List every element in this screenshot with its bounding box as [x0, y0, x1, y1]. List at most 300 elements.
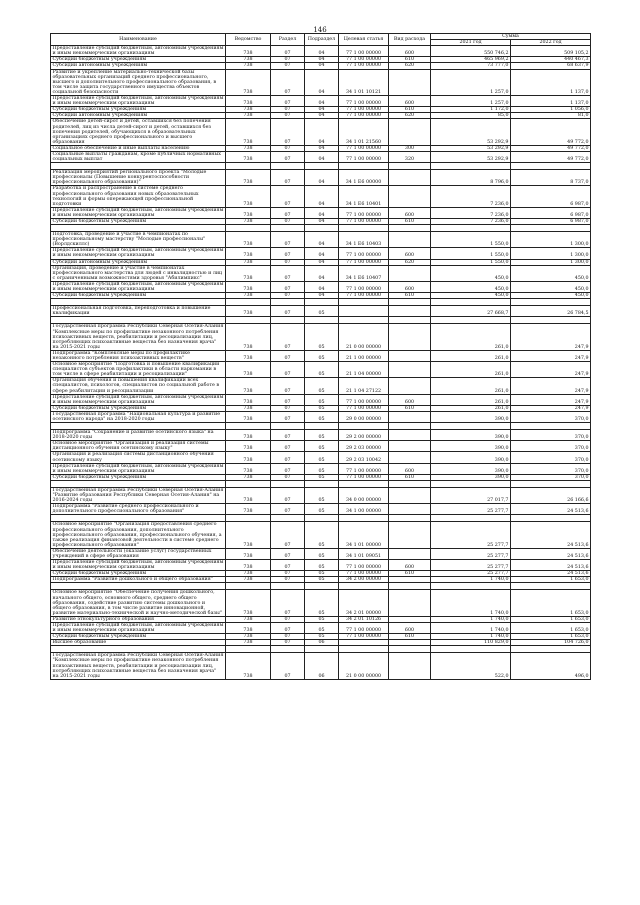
- cell-podrazdel: 05: [305, 362, 339, 378]
- table-row: [51, 515, 591, 522]
- col-2021-header: 2021 год: [431, 40, 511, 46]
- cell-name: Подготовка, проведение и участие в чемпионатах по профессиональному мастерству "Молодые профессионалы" (Ворлдскиллс): [51, 232, 226, 248]
- cell-name: Профессиональная подготовка, переподготовка и повышение квалификации: [51, 306, 226, 317]
- table-row: [51, 170, 591, 186]
- cell-target: 21 1 00 00000: [339, 350, 389, 361]
- table-row: [51, 378, 591, 394]
- cell-podrazdel: 05: [305, 378, 339, 394]
- cell-name: Предоставление субсидий бюджетным, автономным учреждениям и иным некоммерческим организациям: [51, 560, 226, 571]
- cell-podrazdel: 06: [305, 640, 339, 646]
- cell-name: [51, 515, 226, 522]
- cell-vedomstvo: 738: [226, 207, 271, 218]
- cell-razdel: 07: [271, 616, 305, 622]
- cell-podrazdel: 05: [305, 504, 339, 515]
- cell-name: [51, 299, 226, 306]
- cell-podrazdel: 05: [305, 571, 339, 577]
- cell-2021: 261,0: [431, 324, 511, 350]
- cell-razdel: 07: [271, 474, 305, 480]
- cell-target: 77 1 00 00000: [339, 219, 389, 225]
- col-podrazdel-header: Подраздел: [305, 34, 339, 46]
- cell-podrazdel: 04: [305, 63, 339, 69]
- table-row: [51, 350, 591, 361]
- cell-2022: 370,0: [511, 441, 591, 452]
- cell-name: Субсидии бюджетным учреждениям: [51, 293, 226, 299]
- cell-vr: [389, 299, 431, 306]
- table-row: [51, 207, 591, 218]
- cell-2021: 1 257,0: [431, 96, 511, 107]
- cell-vr: [389, 590, 431, 616]
- cell-podrazdel: 05: [305, 430, 339, 441]
- cell-2021: 1 740,0: [431, 590, 511, 616]
- cell-name: [51, 225, 226, 232]
- cell-2021: 7 236,0: [431, 207, 511, 218]
- cell-2022: 370,0: [511, 430, 591, 441]
- cell-name: Организация и реализация системы дистанционного обучения осетинскому языку: [51, 452, 226, 463]
- cell-razdel: 07: [271, 57, 305, 63]
- cell-2021: 550 746,2: [431, 46, 511, 57]
- cell-vedomstvo: [226, 515, 271, 522]
- cell-2022: 370,0: [511, 411, 591, 422]
- cell-target: 21 1 04 00000: [339, 362, 389, 378]
- cell-2022: 1 653,0: [511, 616, 591, 622]
- cell-vr: [389, 452, 431, 463]
- cell-vedomstvo: 738: [226, 186, 271, 207]
- cell-razdel: 07: [271, 362, 305, 378]
- cell-vedomstvo: 738: [226, 145, 271, 151]
- cell-2021: 27 017,7: [431, 487, 511, 503]
- cell-target: 34 1 E6 00000: [339, 170, 389, 186]
- cell-razdel: 07: [271, 504, 305, 515]
- cell-podrazdel: 05: [305, 548, 339, 559]
- cell-podrazdel: 05: [305, 590, 339, 616]
- cell-name: Социальные выплаты гражданам, кроме публичных нормативных социальных выплат: [51, 151, 226, 162]
- cell-2022: 370,0: [511, 452, 591, 463]
- cell-2021: [431, 317, 511, 324]
- cell-vr: 600: [389, 248, 431, 259]
- cell-razdel: 07: [271, 96, 305, 107]
- cell-2021: 1 740,0: [431, 634, 511, 640]
- cell-2021: 261,0: [431, 378, 511, 394]
- cell-razdel: 07: [271, 378, 305, 394]
- cell-name: Организация, проведение и участие в чемпионатах профессионального мастерства для людей с инвалидностью и лиц с ограниченными возможностями здоровья "Абилимпикс": [51, 265, 226, 281]
- cell-razdel: 07: [271, 207, 305, 218]
- cell-name: Субсидии автономным учреждениям: [51, 113, 226, 119]
- cell-vr: 600: [389, 623, 431, 634]
- cell-2021: 110 829,0: [431, 640, 511, 646]
- cell-podrazdel: [305, 317, 339, 324]
- cell-razdel: 07: [271, 113, 305, 119]
- cell-target: 77 1 00 00000: [339, 293, 389, 299]
- cell-target: 77 1 00 00000: [339, 207, 389, 218]
- cell-vr: [389, 317, 431, 324]
- cell-podrazdel: [305, 480, 339, 487]
- cell-name: Подпрограмма "Развитие дошкольного и общего образования": [51, 577, 226, 583]
- cell-vedomstvo: 738: [226, 616, 271, 622]
- cell-2021: 390,0: [431, 463, 511, 474]
- cell-name: Субсидии бюджетным учреждениям: [51, 219, 226, 225]
- cell-vedomstvo: 738: [226, 463, 271, 474]
- cell-2021: 25 277,7: [431, 560, 511, 571]
- cell-target: [339, 306, 389, 317]
- cell-name: Государственная программа Республики Северная Осетия-Алания "Развитие образования Республики Северная Осетия-Алания" на 2016-2024 годы: [51, 487, 226, 503]
- cell-2021: 390,0: [431, 411, 511, 422]
- cell-vr: 600: [389, 560, 431, 571]
- cell-2022: 247,9: [511, 324, 591, 350]
- col-cs-header: Целевая статья: [339, 34, 389, 46]
- cell-name: Обеспечение детей-сирот и детей, оставшихся без попечения родителей, лиц из числа детей-сирот и детей, оставшихся без попечения родителей, обучающихся в образовательных организациях среднего профессионального и высшего образования: [51, 119, 226, 145]
- cell-2021: 25 277,7: [431, 504, 511, 515]
- table-row: [51, 646, 591, 653]
- table-row: [51, 623, 591, 634]
- cell-vedomstvo: 738: [226, 170, 271, 186]
- cell-vr: 610: [389, 107, 431, 113]
- table-row: [51, 430, 591, 441]
- cell-vr: 600: [389, 463, 431, 474]
- cell-name: Субсидии бюджетным учреждениям: [51, 405, 226, 411]
- cell-podrazdel: 04: [305, 219, 339, 225]
- table-row: [51, 306, 591, 317]
- cell-target: 77 1 00 00000: [339, 63, 389, 69]
- cell-name: Подпрограмма "Комплексные меры по профилактике незаконного потребления психоактивных веществ": [51, 350, 226, 361]
- cell-name: Субсидии автономным учреждениям: [51, 63, 226, 69]
- cell-podrazdel: 05: [305, 324, 339, 350]
- cell-2021: 450,0: [431, 281, 511, 292]
- cell-vedomstvo: 738: [226, 394, 271, 405]
- cell-podrazdel: 04: [305, 113, 339, 119]
- cell-name: Субсидии автономным учреждениям: [51, 259, 226, 265]
- cell-razdel: [271, 317, 305, 324]
- cell-2022: [511, 225, 591, 232]
- cell-name: Предоставление субсидий бюджетным, автономным учреждениям и иным некоммерческим организациям: [51, 463, 226, 474]
- cell-vedomstvo: 738: [226, 560, 271, 571]
- cell-vedomstvo: 738: [226, 548, 271, 559]
- cell-2022: 247,9: [511, 394, 591, 405]
- cell-target: 34 2 01 10126: [339, 616, 389, 622]
- cell-vedomstvo: 738: [226, 248, 271, 259]
- cell-target: 77 1 00 00000: [339, 57, 389, 63]
- cell-vr: [389, 350, 431, 361]
- cell-2021: 7 236,0: [431, 186, 511, 207]
- cell-name: Реализация мероприятий регионального проекта "Молодые профессионалы (Повышение конкурентоспособности профессионального образования)": [51, 170, 226, 186]
- cell-podrazdel: 04: [305, 145, 339, 151]
- cell-vr: [389, 515, 431, 522]
- cell-target: 77 1 00 00000: [339, 623, 389, 634]
- cell-2022: 509 105,2: [511, 46, 591, 57]
- cell-vedomstvo: [226, 583, 271, 590]
- cell-2022: 24 513,6: [511, 548, 591, 559]
- cell-target: [339, 480, 389, 487]
- cell-2022: 440 467,3: [511, 57, 591, 63]
- cell-razdel: 07: [271, 265, 305, 281]
- cell-target: [339, 646, 389, 653]
- cell-target: 77 1 00 00000: [339, 634, 389, 640]
- cell-2022: 81,0: [511, 113, 591, 119]
- cell-2021: 1 740,0: [431, 616, 511, 622]
- cell-podrazdel: 04: [305, 69, 339, 95]
- cell-razdel: 07: [271, 145, 305, 151]
- cell-2021: 25 277,7: [431, 522, 511, 548]
- cell-vedomstvo: 738: [226, 259, 271, 265]
- cell-razdel: 07: [271, 248, 305, 259]
- cell-vedomstvo: 738: [226, 640, 271, 646]
- cell-podrazdel: 05: [305, 487, 339, 503]
- cell-razdel: 07: [271, 653, 305, 679]
- cell-2022: 1 137,0: [511, 69, 591, 95]
- cell-2022: 68 637,9: [511, 63, 591, 69]
- cell-razdel: 07: [271, 411, 305, 422]
- cell-2022: 1 300,0: [511, 232, 591, 248]
- cell-vedomstvo: 738: [226, 522, 271, 548]
- cell-podrazdel: 05: [305, 411, 339, 422]
- cell-razdel: 07: [271, 63, 305, 69]
- table-row: [51, 423, 591, 430]
- cell-vedomstvo: 738: [226, 293, 271, 299]
- cell-podrazdel: 04: [305, 170, 339, 186]
- cell-2021: 1 257,0: [431, 69, 511, 95]
- cell-name: Основное мероприятие "Организация и реализация системы дистанционного обучения осетинскому языку": [51, 441, 226, 452]
- cell-vr: [389, 504, 431, 515]
- table-row: [51, 119, 591, 145]
- table-row: [51, 69, 591, 95]
- cell-razdel: 07: [271, 350, 305, 361]
- cell-2021: [431, 423, 511, 430]
- cell-2021: 1 740,0: [431, 577, 511, 583]
- cell-target: 29 2 03 00000: [339, 441, 389, 452]
- cell-vedomstvo: 738: [226, 350, 271, 361]
- cell-2022: 450,0: [511, 293, 591, 299]
- cell-vr: 620: [389, 63, 431, 69]
- cell-vedomstvo: [226, 646, 271, 653]
- cell-vedomstvo: 738: [226, 634, 271, 640]
- col-vr-header: Вид расхода: [389, 34, 431, 46]
- cell-razdel: 07: [271, 571, 305, 577]
- table-row: [51, 281, 591, 292]
- cell-2021: 27 668,7: [431, 306, 511, 317]
- cell-name: Подпрограмма "Развитие среднего профессионального и дополнительного профессионального образования": [51, 504, 226, 515]
- cell-target: [339, 423, 389, 430]
- cell-vr: 610: [389, 293, 431, 299]
- cell-2022: 6 987,0: [511, 186, 591, 207]
- cell-podrazdel: 05: [305, 350, 339, 361]
- cell-name: [51, 423, 226, 430]
- cell-vr: [389, 653, 431, 679]
- cell-vr: 610: [389, 634, 431, 640]
- cell-name: Развитие этнокультурного образования: [51, 616, 226, 622]
- cell-podrazdel: 05: [305, 441, 339, 452]
- cell-name: Основное мероприятие "Подготовка и повышение квалификации специалистов субъектов профилактики в области наркомании в том числе в сфере реабилитации и ресоциализации": [51, 362, 226, 378]
- cell-2022: [511, 515, 591, 522]
- cell-podrazdel: 04: [305, 232, 339, 248]
- cell-2021: 53 292,9: [431, 151, 511, 162]
- cell-name: Субсидии бюджетным учреждениям: [51, 474, 226, 480]
- cell-razdel: 07: [271, 452, 305, 463]
- cell-vedomstvo: 738: [226, 281, 271, 292]
- cell-podrazdel: 05: [305, 463, 339, 474]
- cell-target: [339, 515, 389, 522]
- cell-2022: 370,0: [511, 474, 591, 480]
- cell-razdel: [271, 480, 305, 487]
- cell-name: [51, 646, 226, 653]
- cell-target: 29 2 03 10042: [339, 452, 389, 463]
- cell-razdel: [271, 515, 305, 522]
- cell-2021: [431, 515, 511, 522]
- cell-podrazdel: [305, 515, 339, 522]
- cell-2022: 1 300,0: [511, 259, 591, 265]
- cell-podrazdel: 04: [305, 119, 339, 145]
- cell-2022: 24 513,6: [511, 504, 591, 515]
- cell-vedomstvo: 738: [226, 590, 271, 616]
- cell-vr: [389, 232, 431, 248]
- col-vedomstvo-header: Ведомство: [226, 34, 271, 46]
- table-row: [51, 560, 591, 571]
- cell-target: 34 1 E6 10401: [339, 186, 389, 207]
- cell-2022: 26 166,6: [511, 487, 591, 503]
- cell-podrazdel: 04: [305, 293, 339, 299]
- cell-vr: 600: [389, 46, 431, 57]
- cell-2022: 1 653,0: [511, 623, 591, 634]
- cell-2022: 26 784,5: [511, 306, 591, 317]
- cell-vr: [389, 378, 431, 394]
- cell-vedomstvo: 738: [226, 232, 271, 248]
- cell-2021: [431, 225, 511, 232]
- cell-vedomstvo: 738: [226, 378, 271, 394]
- cell-target: [339, 583, 389, 590]
- cell-2022: [511, 423, 591, 430]
- cell-vedomstvo: [226, 225, 271, 232]
- cell-target: 34 1 00 00000: [339, 504, 389, 515]
- cell-vr: [389, 583, 431, 590]
- cell-razdel: 07: [271, 119, 305, 145]
- cell-podrazdel: 04: [305, 151, 339, 162]
- cell-target: 77 1 00 00000: [339, 571, 389, 577]
- table-row: [51, 225, 591, 232]
- cell-target: 34 1 01 21560: [339, 119, 389, 145]
- cell-vedomstvo: 738: [226, 107, 271, 113]
- cell-vr: [389, 480, 431, 487]
- cell-target: 21 1 04 27122: [339, 378, 389, 394]
- cell-vr: 600: [389, 394, 431, 405]
- cell-podrazdel: 05: [305, 522, 339, 548]
- cell-vedomstvo: 738: [226, 504, 271, 515]
- cell-2021: 85,0: [431, 113, 511, 119]
- cell-vedomstvo: 738: [226, 623, 271, 634]
- cell-razdel: 07: [271, 281, 305, 292]
- cell-2022: [511, 480, 591, 487]
- cell-target: 77 1 00 00000: [339, 46, 389, 57]
- table-row: [51, 265, 591, 281]
- cell-podrazdel: 04: [305, 259, 339, 265]
- cell-2022: [511, 646, 591, 653]
- table-row: [51, 590, 591, 616]
- cell-podrazdel: 04: [305, 107, 339, 113]
- cell-target: 77 1 00 00000: [339, 281, 389, 292]
- cell-vedomstvo: 738: [226, 452, 271, 463]
- cell-vedomstvo: [226, 163, 271, 170]
- cell-name: [51, 583, 226, 590]
- cell-vr: 620: [389, 113, 431, 119]
- cell-vr: 320: [389, 151, 431, 162]
- cell-2022: 6 987,0: [511, 207, 591, 218]
- cell-vedomstvo: 738: [226, 411, 271, 422]
- cell-vr: [389, 306, 431, 317]
- cell-razdel: [271, 646, 305, 653]
- cell-target: 34 1 01 09051: [339, 548, 389, 559]
- cell-2021: 53 292,9: [431, 119, 511, 145]
- cell-2021: 390,0: [431, 452, 511, 463]
- table-row: [51, 46, 591, 57]
- cell-2021: 7 236,0: [431, 219, 511, 225]
- cell-vedomstvo: 738: [226, 46, 271, 57]
- cell-razdel: 07: [271, 46, 305, 57]
- cell-vr: [389, 411, 431, 422]
- cell-vr: [389, 119, 431, 145]
- cell-razdel: 07: [271, 430, 305, 441]
- cell-razdel: [271, 225, 305, 232]
- cell-target: 34 2 01 00000: [339, 590, 389, 616]
- cell-razdel: 07: [271, 107, 305, 113]
- cell-vr: [389, 423, 431, 430]
- cell-razdel: 07: [271, 623, 305, 634]
- cell-vedomstvo: 738: [226, 306, 271, 317]
- cell-vr: [389, 430, 431, 441]
- cell-2022: 49 772,0: [511, 145, 591, 151]
- table-body: [51, 46, 591, 680]
- cell-2022: [511, 299, 591, 306]
- cell-name: Предоставление субсидий бюджетным, автономным учреждениям и иным некоммерческим организациям: [51, 96, 226, 107]
- cell-vedomstvo: [226, 423, 271, 430]
- cell-podrazdel: 04: [305, 281, 339, 292]
- cell-2021: 1 550,0: [431, 232, 511, 248]
- col-razdel-header: Раздел: [271, 34, 305, 46]
- cell-podrazdel: 04: [305, 46, 339, 57]
- cell-2022: 496,0: [511, 653, 591, 679]
- cell-razdel: 07: [271, 463, 305, 474]
- cell-2021: 390,0: [431, 430, 511, 441]
- cell-2021: 1 550,0: [431, 259, 511, 265]
- cell-podrazdel: 05: [305, 394, 339, 405]
- cell-vedomstvo: 738: [226, 119, 271, 145]
- cell-target: 77 1 00 00000: [339, 259, 389, 265]
- cell-name: Предоставление субсидий бюджетным, автономным учреждениям и иным некоммерческим организациям: [51, 248, 226, 259]
- cell-name: Предоставление субсидий бюджетным, автономным учреждениям и иным некоммерческим организациям: [51, 623, 226, 634]
- table-row: [51, 480, 591, 487]
- cell-name: Предоставление субсидий бюджетным, автономным учреждениям и иным некоммерческим организациям: [51, 394, 226, 405]
- cell-2021: [431, 163, 511, 170]
- cell-target: 77 1 00 00000: [339, 463, 389, 474]
- cell-name: Обеспечение деятельности (оказание услуг) государственных учреждений в сфере образования: [51, 548, 226, 559]
- page-number: 146: [313, 26, 327, 34]
- cell-name: Предоставление субсидий бюджетным, автономным учреждениям и иным некоммерческим организациям: [51, 207, 226, 218]
- cell-vedomstvo: 738: [226, 441, 271, 452]
- cell-podrazdel: 05: [305, 405, 339, 411]
- cell-vedomstvo: 738: [226, 63, 271, 69]
- table-row: [51, 548, 591, 559]
- cell-2021: 450,0: [431, 293, 511, 299]
- cell-vr: [389, 225, 431, 232]
- cell-vr: 600: [389, 207, 431, 218]
- table-row: [51, 362, 591, 378]
- cell-vr: [389, 265, 431, 281]
- table-row: [51, 583, 591, 590]
- cell-target: [339, 299, 389, 306]
- cell-target: 77 1 00 00000: [339, 560, 389, 571]
- cell-2021: 390,0: [431, 441, 511, 452]
- cell-vr: [389, 487, 431, 503]
- cell-name: Основное мероприятие "Организация предоставления среднего профессионального образования, дополнительного профессионального образования, профессионального обучения, а также реализация финансовой деятельности в системе среднего профессионального образования": [51, 522, 226, 548]
- cell-vedomstvo: 738: [226, 487, 271, 503]
- cell-2022: 450,0: [511, 265, 591, 281]
- cell-podrazdel: [305, 646, 339, 653]
